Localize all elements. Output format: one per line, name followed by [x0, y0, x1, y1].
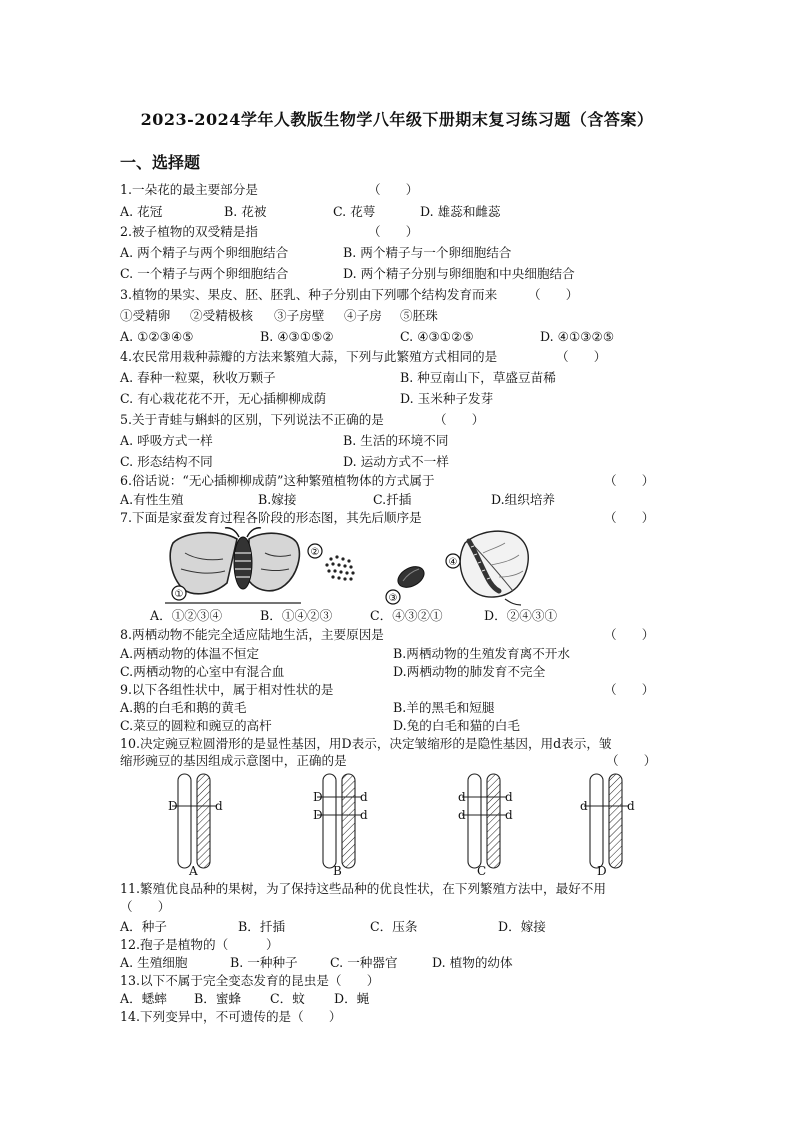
- answer-blank: （ ）: [368, 182, 419, 197]
- gene-label: D: [313, 808, 323, 822]
- larva-on-leaf-image: [460, 531, 528, 605]
- gene-label: d: [505, 790, 513, 804]
- option-c: C.两栖动物的心室中有混合血: [120, 664, 285, 679]
- section-heading: 一、选择题: [120, 153, 201, 172]
- answer-blank: （ ）: [368, 224, 419, 239]
- pupa-image: [394, 562, 427, 591]
- silkworm-stages-figure: [165, 525, 545, 607]
- diagram-d: [584, 774, 628, 868]
- option-b: B.嫁接: [258, 492, 297, 507]
- structure-item: ④子房: [344, 308, 382, 323]
- eggs-image: [325, 555, 354, 580]
- answer-blank: （ ）: [604, 627, 655, 642]
- answer-blank: （ ）: [604, 473, 655, 488]
- option-b: B．①④②③: [260, 608, 333, 623]
- option-a: A．①②③④: [150, 608, 223, 623]
- option-d: D. 两个精子分别与卵细胞和中央细胞结合: [343, 266, 575, 281]
- option-d: D．蝇: [334, 991, 370, 1006]
- gene-label: d: [458, 790, 466, 804]
- option-b: B. 花被: [224, 204, 267, 219]
- answer-blank: （ ）: [604, 682, 655, 697]
- question-4-stem: 4.农民常用栽种蒜瓣的方法来繁殖大蒜，下列与此繁殖方式相同的是: [120, 349, 498, 364]
- question-14-stem: 14.下列变异中，不可遗传的是（ ）: [120, 1009, 342, 1024]
- question-13-stem: 13.以下不属于完全变态发育的昆虫是（ ）: [120, 973, 380, 988]
- option-d: D.两栖动物的肺发育不完全: [393, 664, 546, 679]
- option-a: A. 花冠: [120, 204, 163, 219]
- answer-blank: （ ）: [434, 412, 485, 427]
- answer-blank: （ ）: [120, 899, 171, 914]
- option-d: D. ④①③②⑤: [540, 329, 615, 344]
- option-c: C. 有心栽花花不开，无心插柳柳成荫: [120, 391, 327, 406]
- stage-label-4: ④: [448, 557, 458, 568]
- option-a: A．种子: [120, 919, 167, 934]
- option-a: A. 生殖细胞: [120, 955, 188, 970]
- option-b: B. ④③①⑤②: [260, 329, 334, 344]
- option-d: D.兔的白毛和猫的白毛: [393, 718, 520, 733]
- option-c: C. 形态结构不同: [120, 454, 213, 469]
- answer-blank: （ ）: [606, 753, 657, 768]
- gene-label: d: [360, 808, 368, 822]
- option-c: C．④③②①: [370, 608, 443, 623]
- question-6-stem: 6.俗话说：“无心插柳柳成荫”这种繁殖植物体的方式属于: [120, 473, 435, 488]
- option-c: C. 一种器官: [330, 955, 398, 970]
- option-b: B. 一种种子: [230, 955, 298, 970]
- stage-label-3: ③: [388, 593, 398, 604]
- option-a: A. 春种一粒粟，秋收万颗子: [120, 370, 276, 385]
- gene-label: d: [505, 808, 513, 822]
- option-c: C. 花萼: [333, 204, 376, 219]
- option-c: C. ④③①②⑤: [400, 329, 474, 344]
- gene-diagrams: [160, 770, 640, 880]
- structure-item: ⑤胚珠: [400, 308, 438, 323]
- diagram-caption: D: [597, 864, 607, 878]
- option-a: A. ①②③④⑤: [120, 329, 194, 344]
- gene-label: D: [313, 790, 323, 804]
- question-10-stem-line2: 缩形豌豆的基因组成示意图中，正确的是: [120, 753, 347, 768]
- question-1-stem: 1.一朵花的最主要部分是: [120, 182, 258, 197]
- gene-label: d: [627, 799, 635, 813]
- answer-blank: （ ）: [528, 287, 579, 302]
- option-b: B.羊的黑毛和短腿: [393, 700, 495, 715]
- option-c: C.菜豆的圆粒和豌豆的高杆: [120, 718, 272, 733]
- option-c: C. 一个精子与两个卵细胞结合: [120, 266, 289, 281]
- diagram-caption: B: [333, 864, 342, 878]
- option-d: D.组织培养: [491, 492, 556, 507]
- option-c: C.扦插: [373, 492, 412, 507]
- option-b: B. 生活的环境不同: [343, 433, 449, 448]
- question-2-stem: 2.被子植物的双受精是指: [120, 224, 258, 239]
- question-12-stem: 12.孢子是植物的（ ）: [120, 937, 279, 952]
- diagram-a: [172, 774, 216, 868]
- option-d: D. 雄蕊和雌蕊: [420, 204, 501, 219]
- stage-label-2: ②: [310, 547, 320, 558]
- option-d: D. 玉米种子发芽: [400, 391, 494, 406]
- option-a: A.鹅的白毛和鹅的黄毛: [120, 700, 247, 715]
- option-b: B.两栖动物的生殖发育离不开水: [393, 646, 570, 661]
- question-9-stem: 9.以下各组性状中，属于相对性状的是: [120, 682, 334, 697]
- diagram-caption: A: [189, 864, 198, 878]
- option-d: D．②④③①: [484, 608, 558, 623]
- question-3-stem: 3.植物的果实、果皮、胚、胚乳、种子分别由下列哪个结构发育而来: [120, 287, 498, 302]
- option-b: B. 种豆南山下，草盛豆苗稀: [400, 370, 556, 385]
- structure-item: ③子房壁: [274, 308, 325, 323]
- page-title: 2023-2024学年人教版生物学八年级下册期末复习练习题（含答案）: [140, 110, 654, 129]
- diagram-caption: C: [477, 864, 487, 878]
- option-c: C．蚊: [270, 991, 305, 1006]
- question-10-stem-line1: 10.决定豌豆粒圆滑形的是显性基因，用D表示，决定皱缩形的是隐性基因，用d表示，皱: [120, 736, 612, 751]
- gene-label: d: [360, 790, 368, 804]
- option-d: D．嫁接: [498, 919, 546, 934]
- option-b: B. 两个精子与一个卵细胞结合: [343, 245, 512, 260]
- option-d: D. 运动方式不一样: [343, 454, 449, 469]
- option-b: B．蜜蜂: [194, 991, 242, 1006]
- option-d: D. 植物的幼体: [432, 955, 513, 970]
- question-7-stem: 7.下面是家蚕发育过程各阶段的形态图，其先后顺序是: [120, 510, 422, 525]
- answer-blank: （ ）: [556, 349, 607, 364]
- option-a: A. 两个精子与两个卵细胞结合: [120, 245, 289, 260]
- question-11-stem: 11.繁殖优良品种的果树，为了保持这些品种的优良性状，在下列繁殖方法中，最好不用: [120, 881, 606, 896]
- stage-label-1: ①: [174, 589, 184, 600]
- option-a: A.有性生殖: [120, 492, 184, 507]
- structure-item: ①受精卵: [120, 308, 171, 323]
- option-a: A．蟋蟀: [120, 991, 167, 1006]
- diagram-b: [317, 774, 361, 868]
- gene-label: d: [580, 799, 588, 813]
- answer-blank: （ ）: [604, 510, 655, 525]
- question-8-stem: 8.两栖动物不能完全适应陆地生活，主要原因是: [120, 627, 384, 642]
- gene-label: D: [168, 799, 178, 813]
- question-5-stem: 5.关于青蛙与蝌蚪的区别，下列说法不正确的是: [120, 412, 384, 427]
- gene-label: d: [458, 808, 466, 822]
- gene-label: d: [215, 799, 223, 813]
- option-b: B．扦插: [238, 919, 286, 934]
- option-c: C．压条: [370, 919, 418, 934]
- diagram-c: [462, 774, 506, 868]
- option-a: A.两栖动物的体温不恒定: [120, 646, 260, 661]
- structure-item: ②受精极核: [190, 308, 253, 323]
- option-a: A. 呼吸方式一样: [120, 433, 213, 448]
